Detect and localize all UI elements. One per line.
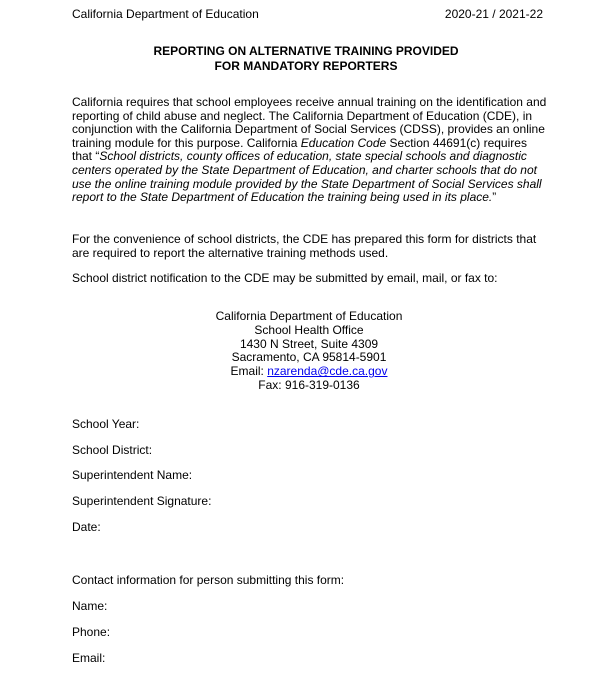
email-label: Email: (230, 364, 268, 379)
date-label: Date: (72, 520, 101, 534)
intro-text-c: ” (492, 190, 497, 205)
intro-paragraph (72, 96, 547, 205)
page-title (0, 44, 612, 73)
address-office: School Health Office (254, 322, 364, 337)
address-fax: Fax: 916-319-0136 (258, 377, 360, 392)
header-department: California Department of Education (72, 7, 259, 21)
title-line-1: REPORTING ON ALTERNATIVE TRAINING PROVIDED (153, 44, 459, 58)
school-district-label: School District: (72, 443, 153, 457)
intro-text-a: California requires that school employees receive annual training on the identification and reporting of child abuse and neglect. The California Department of Education (CDE), in conjunction with the California Department of Social Services (CDSS), provides an online training module for this purpose. California (72, 95, 547, 150)
mailing-address-block (0, 310, 612, 393)
contact-name-label: Name: (72, 599, 108, 613)
contact-email-label: Email: (72, 651, 106, 665)
contact-heading: Contact information for person submitting this form: (72, 573, 345, 587)
superintendent-signature-label: Superintendent Signature: (72, 494, 212, 508)
email-link[interactable]: nzarenda@cde.ca.gov (267, 364, 388, 379)
convenience-paragraph: For the convenience of school districts, the CDE has prepared this form for districts that are required to report the alternative training methods used. (72, 232, 537, 260)
address-city: Sacramento, CA 95814-5901 (231, 350, 387, 365)
address-org: California Department of Education (215, 309, 403, 323)
intro-text-b: Section 44691(c) requires that “ (72, 135, 527, 164)
superintendent-name-label: Superintendent Name: (72, 468, 193, 482)
header-year-range: 2020-21 / 2021-22 (444, 7, 543, 21)
statute-quote: School districts, county offices of education, state special schools and diagnostic centers operated by the State Department of Education, and charter schools that do not use the online training module provided by the State Department of Social Services shall report to the State Department of Education the training being used in its place. (72, 149, 542, 205)
address-street: 1430 N Street, Suite 4309 (239, 336, 379, 351)
contact-phone-label: Phone: (72, 625, 111, 639)
submission-paragraph: School district notification to the CDE may be submitted by email, mail, or fax to: (72, 271, 498, 285)
education-code-name: Education Code (300, 135, 387, 150)
address-email-line (0, 365, 612, 379)
school-year-label: School Year: (72, 417, 140, 431)
title-line-2: FOR MANDATORY REPORTERS (214, 58, 398, 73)
